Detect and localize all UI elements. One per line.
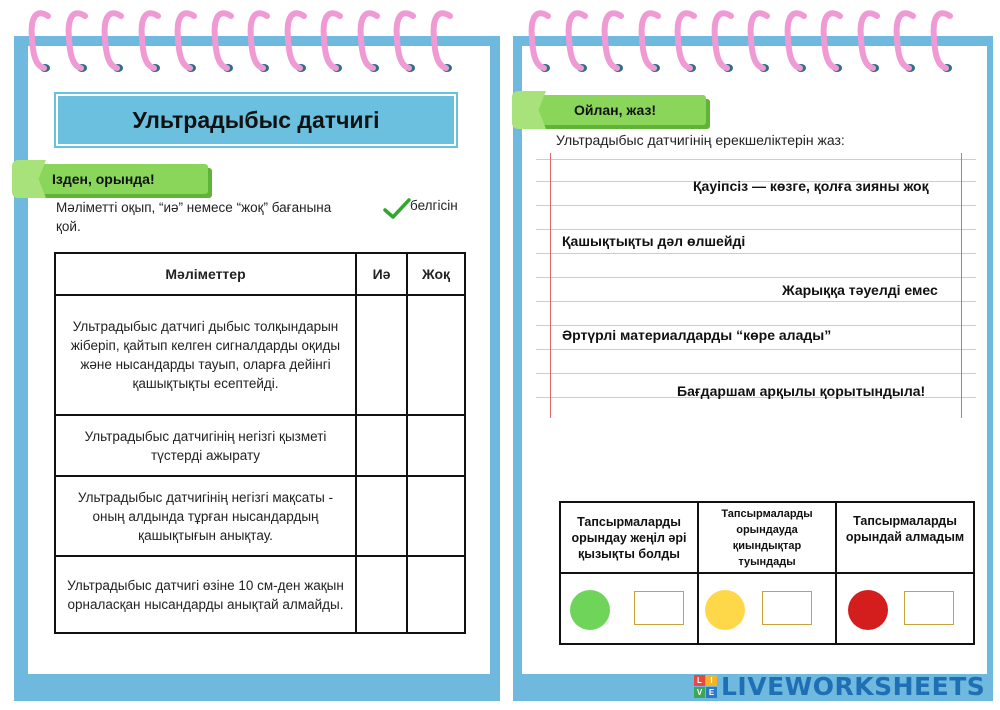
evaluation-cell-green (560, 573, 698, 644)
answer-line[interactable]: Әртүрлі материалдарды “көре алады” (562, 327, 832, 343)
margin-line (550, 153, 551, 418)
spiral-ring (820, 8, 844, 74)
header-no: Жоқ (407, 253, 465, 295)
spiral-ring (857, 8, 881, 74)
instruction-main: Мәліметті оқып, “иә” немесе “жоқ” бағанына (56, 200, 332, 215)
spiral-ring (711, 8, 735, 74)
fact-text: Ультрадыбыс датчигінің негізгі қызметі түстерді ажырату (55, 415, 356, 476)
logo-letter: L (694, 675, 705, 686)
page-title: Ультрадыбыс датчигі (56, 94, 456, 146)
spiral-ring (747, 8, 771, 74)
spiral-ring (565, 8, 589, 74)
ruled-line (536, 253, 976, 254)
spiral-ring (674, 8, 698, 74)
banner-flag (512, 91, 546, 129)
logo-letter: E (706, 687, 717, 698)
ruled-line (536, 277, 976, 278)
answer-line[interactable]: Қашықтықты дәл өлшейді (562, 233, 746, 249)
fact-text: Ультрадыбыс датчигінің негізгі мақсаты - оның алдында тұрған нысандардың қашықтығын анықтау. (55, 476, 356, 556)
logo-letter: V (694, 687, 705, 698)
margin-line (961, 153, 962, 418)
no-cell[interactable] (407, 556, 465, 633)
evaluation-label-failed: Тапсырмаларды орындай алмадым (836, 502, 974, 573)
ruled-line (536, 205, 976, 206)
banner-flag (12, 160, 46, 198)
facts-table (54, 252, 466, 634)
green-light-dot (570, 590, 610, 630)
evaluation-labels (560, 502, 974, 573)
answer-line[interactable]: Жарыққа тәуелді емес (782, 282, 938, 298)
no-cell[interactable] (407, 476, 465, 556)
evaluation-label-easy: Тапсырмаларды орындау жеңіл әрі қызықты болды (560, 502, 698, 573)
ruled-line (536, 301, 976, 302)
table-row (55, 295, 465, 415)
answer-box[interactable] (762, 591, 812, 625)
red-light-dot (848, 590, 888, 630)
spiral-ring (930, 8, 954, 74)
table-row (55, 556, 465, 633)
ruled-line (536, 229, 976, 230)
check-mark-icon (382, 197, 412, 221)
fact-text: Ультрадыбыс датчигі дыбыс толқындарын жіберіп, қайтып келген сигналдарды оқиды және нысандарды тауып, оларға дейінгі қашықтықты есептейді. (55, 295, 356, 415)
yellow-light-dot (705, 590, 745, 630)
yes-cell[interactable] (356, 295, 407, 415)
ruled-line (536, 349, 976, 350)
facts-table-header (55, 253, 465, 295)
section-banner-label: Ойлан, жаз! (574, 102, 657, 118)
spiral-ring (893, 8, 917, 74)
evaluation-cell-yellow (698, 573, 836, 644)
instruction-end: қой. (56, 219, 81, 234)
logo-text: LIVEWORKSHEETS (721, 671, 986, 701)
table-row (55, 476, 465, 556)
reflection-title: Бағдаршам арқылы қорытындыла! (677, 383, 926, 399)
instruction-tail: белгісін (410, 198, 458, 213)
section-banner-label: Ізден, орында! (52, 171, 155, 187)
yes-cell[interactable] (356, 556, 407, 633)
traffic-light-evaluation (559, 501, 975, 645)
ruled-line (536, 325, 976, 326)
yes-cell[interactable] (356, 476, 407, 556)
header-yes: Иә (356, 253, 407, 295)
answer-line[interactable]: Қауіпсіз — көзге, қолға зияны жоқ (693, 178, 929, 194)
section-banner-write (514, 95, 706, 125)
logo-blocks (694, 675, 717, 698)
section-banner-search (14, 164, 208, 194)
evaluation-cell-red (836, 573, 974, 644)
ruled-line (536, 373, 976, 374)
fact-text: Ультрадыбыс датчигі өзіне 10 см-ден жақын орналасқан нысандарды анықтай алмайды. (55, 556, 356, 633)
spiral-ring (638, 8, 662, 74)
writing-prompt: Ультрадыбыс датчигінің ерекшеліктерін жаз: (556, 132, 845, 148)
spiral-ring (601, 8, 625, 74)
no-cell[interactable] (407, 415, 465, 476)
table-row (55, 415, 465, 476)
header-facts: Мәліметтер (55, 253, 356, 295)
liveworksheets-logo (694, 671, 985, 701)
ruled-line (536, 159, 976, 160)
evaluation-label-difficult: Тапсырмаларды орындауда қиындықтар туындады (698, 502, 836, 573)
answer-box[interactable] (904, 591, 954, 625)
evaluation-marks (560, 573, 974, 644)
no-cell[interactable] (407, 295, 465, 415)
logo-letter: I (706, 675, 717, 686)
right-spiral-rings (0, 0, 1000, 80)
spiral-ring (784, 8, 808, 74)
yes-cell[interactable] (356, 415, 407, 476)
answer-box[interactable] (634, 591, 684, 625)
spiral-ring (528, 8, 552, 74)
